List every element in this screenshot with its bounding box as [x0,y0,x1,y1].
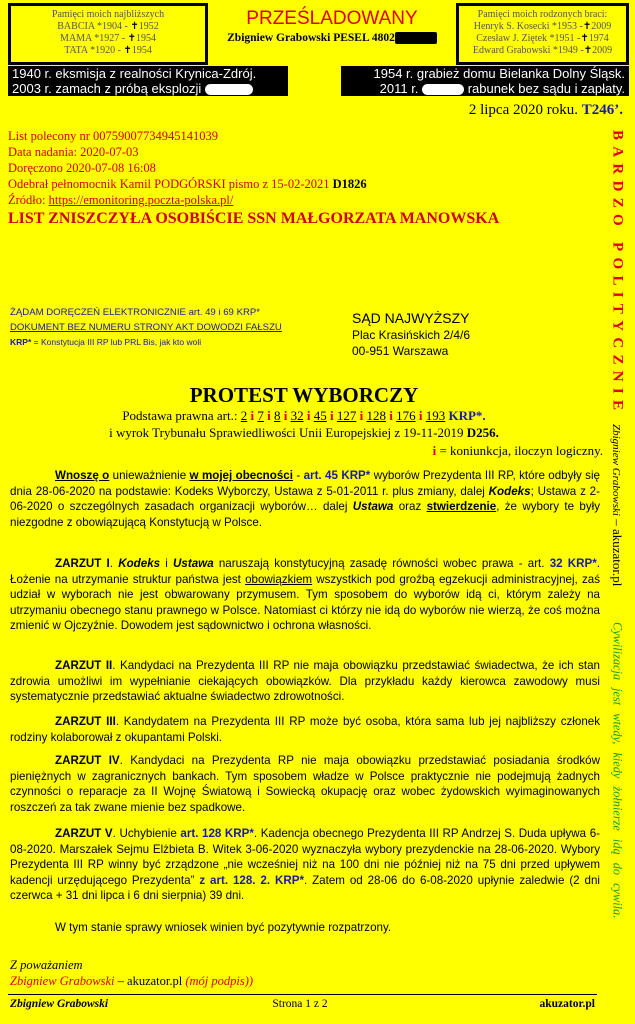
memorial-right-line: Edward Grabowski *1949 -✝2009 [472,45,613,56]
footer-site: akuzator.pl [539,998,595,1010]
recipient-city: 00-951 Warszawa [352,344,449,358]
headline: LIST ZNISZCZYŁA OSOBIŚCIE SSN MAŁGORZATA MANOWSKA [8,210,500,227]
conjunction-mark: i [418,408,423,423]
article-number: 2 [240,408,248,423]
paragraph-charge-4: ZARZUT IV. Kandydaci na Prezydenta RP nie maja obowiązku przedstawiać posiadania środków pieniężnych w zagranicznych bankach. Tym sposobem władze w Polsce praktycznie nie podejmują żadnych czynności o reparacje za II Wojnę Światową i Sowiecką okupację oraz wobec żydowskich wyimaginowanych roszczeń za tak zwane mienie bez spadkowe. [10,754,601,814]
delivery-date: Doręczono 2020-07-08 16:08 [8,161,156,175]
tracking-number: List polecony nr 00759007734945141039 [8,129,219,143]
history-bar-right-1: 1954 r. grabież domu Bielanka Dolny Śląsk. [341,66,629,81]
date-line: 2 lipca 2020 roku. T246’. [468,102,623,118]
article-number: 127 [336,408,357,423]
footer-rule [8,994,597,995]
article-number: 8 [273,408,281,423]
memorial-left-line: MAMA *1927 - ✝1954 [60,33,156,44]
side-quote: Cywilizacja jest wtedy, kiedy żołnierze idą do cywila. [610,622,625,919]
redaction-mark [395,32,437,44]
signature-greeting: Z poważaniem [10,958,83,972]
paragraph-conclusion: W tym stanie sprawy wniosek winien być pozytywnie rozpatrzony. [55,921,392,934]
footer-author: Zbigniew Grabowski [10,998,109,1010]
paragraph-motion: Wnoszę o unieważnienie w mojej obecności - art. 45 KRP* wyborów Prezydenta III RP, które odbyły się dnia 28-06-2020 na podstawie: Kodeks Wyborczy, Ustawa z 5-01-2011 r. plus zmiany, dalej Kodeks; Ustawa z 2-06-2020 o szczególnych zasadach organizacji wyborów… dalej Ustawa oraz stwierdzenie, że wybory te były niezgodne z obowiązującą Konstytucją w Polsce. [10,469,601,529]
history-bar-left-2: 2003 r. zamach z próbą eksplozji [8,81,288,96]
paragraph-charge-1: ZARZUT I. Kodeks i Ustawa naruszają konstytucyjną zasadę równości wobec prawa - art. 32 KRP*. Łożenie na utrzymanie struktur państwa jest obowiązkiem wszystkich pod groźbą egzekucji administracyjnej, zaś udział w wyborach nie jest obwarowany przymusem. Tym sposobem do wyborów idą ci, którym zależy na utrzymaniu obecnego stanu prawnego w Polsce. Natomiast ci którzy nie idą do wyborów nie wierzą, że coś można zmienić w Ojczyźnie. Dowodem jest sądownictwo i ochrona własności. [10,557,600,633]
conjunction-note: i = koniunkcja, iloczyn logiczny. [432,443,603,458]
history-bar-left-1: 1940 r. eksmisja z realności Krynica-Zdrój. [8,66,288,81]
article-number: 7 [257,408,264,423]
recipient-street: Plac Krasińskich 2/4/6 [352,328,471,342]
source-link[interactable]: https://emonitoring.poczta-polska.pl/ [48,193,234,207]
article-number: 128 [366,408,386,423]
recipient-address [352,310,470,359]
paragraph-charge-3: ZARZUT III. Kandydatem na Prezydenta III RP może być osoba, która sama lub jej najbliższy członek rodziny kolaborował z okupantami Polski. [10,715,601,744]
memorial-left-line: BABCIA *1904 - ✝1952 [57,21,159,32]
electronic-delivery-note: ŻĄDAM DORĘCZEŃ ELEKTRONICZNIE art. 49 i 69 KRP* [10,307,261,318]
side-vertical-text [603,112,631,972]
send-date: Data nadania: 2020-07-03 [8,145,139,159]
memorial-left-title: Pamięci moich najbliższych [51,9,165,20]
conjunction-mark: i [250,408,255,423]
signature-line: Zbigniew Grabowski – akuzator.pl (mój podpis)) [10,974,254,988]
header-title: PRZEŚLADOWANY [246,8,418,29]
header-subtitle: Zbigniew Grabowski PESEL 4802 [208,31,456,45]
article-number: 32 [290,408,304,423]
conjunction-mark: i [389,408,393,423]
header-center [208,3,456,45]
memorial-box-right [456,3,629,65]
memorial-right-line: Czesław J. Ziętek *1951 -✝1974 [476,33,609,44]
history-bar-right-2: 2011 r. rabunek bez sądu i zapłaty. [341,81,629,96]
memorial-box-left [8,3,208,65]
footer-page-number: Strona 1 z 2 [272,998,328,1010]
memorial-left-line: TATA *1920 - ✝1954 [64,45,152,56]
article-number: 45 [313,408,327,423]
redaction-mark [205,84,253,95]
recipient-name: SĄD NAJWYŻSZY [352,310,470,326]
memorial-right-title: Pamięci moich rodzonych braci: [477,9,608,20]
side-political-label: BARDZO POLITYCZNIE [609,130,626,417]
conjunction-mark: i [283,408,288,423]
side-author-label: Zbigniew Grabowski – akuzator.pl [610,424,625,587]
conjunction-mark: i [359,408,364,423]
legal-basis: Podstawa prawna art.: 2 i 7 i 8 i 32 i 45 i 127 i 128 i 176 i 193 KRP*. [122,408,486,423]
paragraph-charge-2: ZARZUT II. Kandydaci na Prezydenta III RP nie maja obowiązku przedstawiać świadectwa, że ich stan zdrowia umożliwi im wypełnianie ciekających obowiązków. Dla przykładu każdy kierowca zawodowy musi systematycznie przedstawiać aktualne świadectwo zdrowotności. [10,659,600,704]
source-line: Źródło: https://emonitoring.poczta-polska.pl/ [8,193,234,207]
redaction-mark [422,84,464,95]
page-number-note: DOKUMENT BEZ NUMERU STRONY AKT DOWODZI FAŁSZU [10,322,282,333]
tsue-ruling: i wyrok Trybunału Sprawiedliwości Unii Europejskiej z 19-11-2019 D256. [109,425,499,440]
received-by: Odebrał pełnomocnik Kamil PODGÓRSKI pismo z 15-02-2021 D1826 [8,177,367,191]
conjunction-mark: i [329,408,334,423]
signature-block [10,957,253,989]
memorial-right-line: Henryk S. Kosecki *1953 -✝2009 [473,21,612,32]
article-number: 193 [425,408,446,423]
article-number: 176 [396,408,416,423]
conjunction-mark: i [267,408,271,423]
krp-definition: KRP* = Konstytucja III RP lub PRL Bis, jak kto woli [10,337,202,347]
document-title: PROTEST WYBORCZY [189,383,419,407]
conjunction-mark: i [306,408,311,423]
paragraph-charge-5: ZARZUT V. Uchybienie art. 128 KRP*. Kadencja obecnego Prezydenta III RP Andrzej S. Duda upływa 6-08-2020. Marszałek Sejmu Elżbieta B. Witek 3-06-2020 wyznaczyła wybory prezydenckie na 28-06-2020. Wybory Prezydenta III RP winny być zrządzone „nie wcześniej niż na 100 dni nie później niż na 75 dni przed upływem kadencji urzędującego Prezydenta” z art. 128. 2. KRP*. Zatem od 28-06 do 6-08-2020 upłynie zaledwie (2 dni czerwca + 31 dni lipca i 6 dni sierpnia) 39 dni. [10,827,600,903]
